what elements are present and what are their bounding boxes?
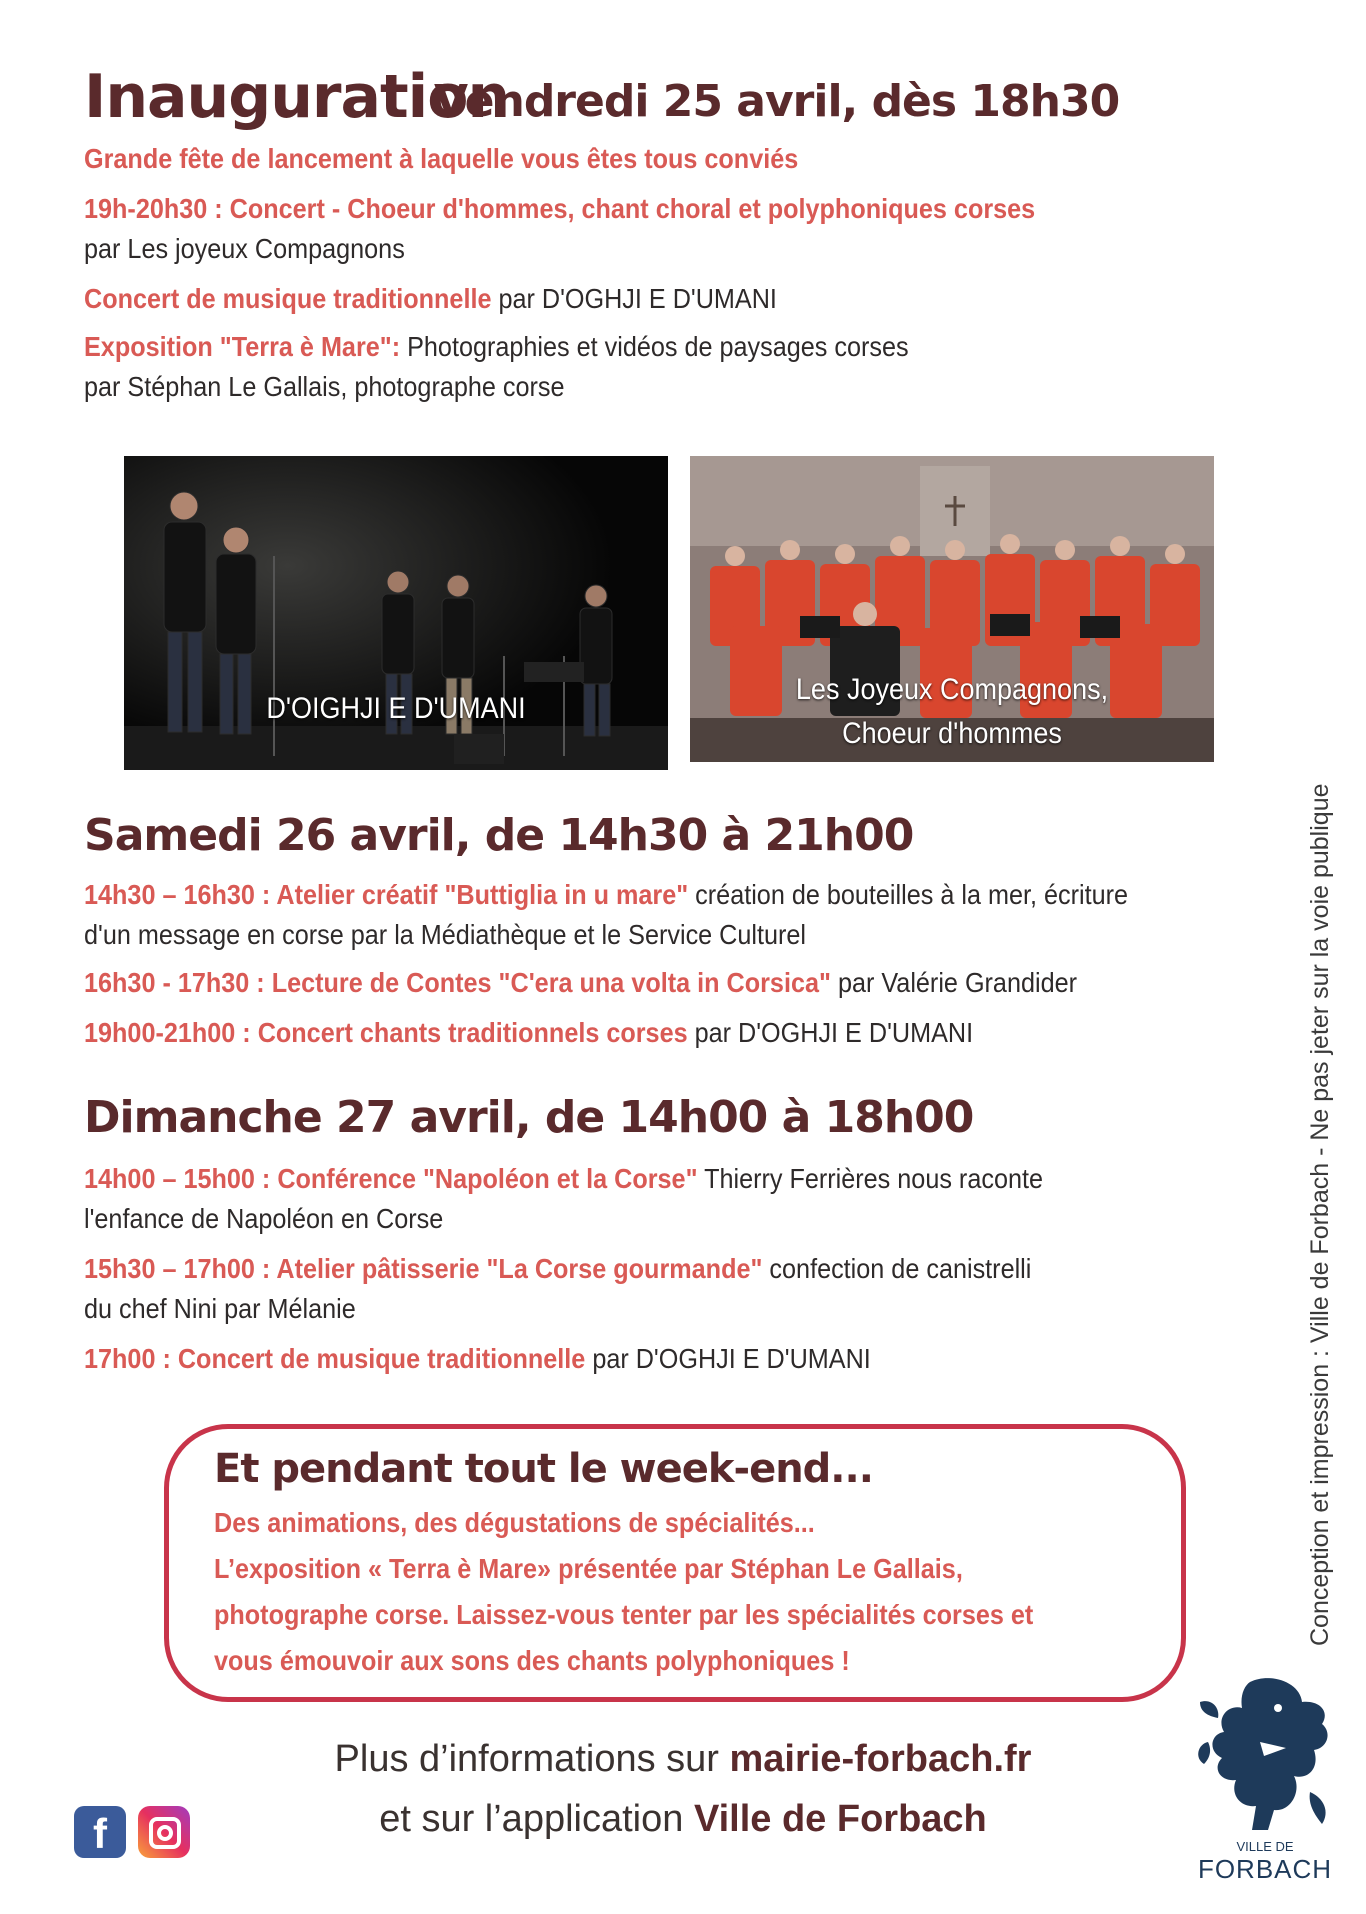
caption-line-1: Les Joyeux Compagnons,: [795, 673, 1109, 706]
weekend-line-3: photographe corse. Laissez-vous tenter par les spécialités corses et: [214, 1599, 1034, 1630]
concert1-by: par Les joyeux Compagnons: [84, 233, 405, 264]
dimanche-event-3: 17h00 : Concert de musique traditionnelle par D'OGHJI E D'UMANI: [84, 1343, 871, 1374]
weekend-heading: Et pendant tout le week-end...: [214, 1446, 873, 1492]
caption-line-2: Choeur d'hommes: [842, 717, 1062, 750]
inauguration-date: Vendredi 25 avril, dès 18h30: [434, 76, 1120, 127]
dimanche-heading: Dimanche 27 avril, de 14h00 à 18h00: [84, 1092, 974, 1143]
expo-by: par Stéphan Le Gallais, photographe corse: [84, 371, 565, 402]
samedi-event-3: 19h00-21h00 : Concert chants traditionnels corses par D'OGHJI E D'UMANI: [84, 1017, 974, 1048]
dimanche-event-1-desc: l'enfance de Napoléon en Corse: [84, 1203, 444, 1234]
expo-line: Exposition "Terra è Mare": Photographies et vidéos de paysages corses: [84, 331, 909, 362]
logo-name: FORBACH: [1197, 1854, 1333, 1884]
site-link[interactable]: mairie-forbach.fr: [729, 1738, 1032, 1780]
photo-doghji-caption: D'OIGHJI E D'UMANI: [266, 692, 526, 725]
app-name[interactable]: Ville de Forbach: [693, 1798, 987, 1840]
concert2-line: Concert de musique traditionnelle par D'OGHJI E D'UMANI: [84, 283, 777, 314]
lion-icon: [1190, 1672, 1340, 1832]
forbach-logo: [1190, 1672, 1340, 1892]
dimanche-event-2: 15h30 – 17h00 : Atelier pâtisserie "La Corse gourmande" confection de canistrelli: [84, 1253, 1032, 1284]
concert1-line: 19h-20h30 : Concert - Choeur d'hommes, chant choral et polyphoniques corses: [84, 193, 1036, 224]
weekend-line-4: vous émouvoir aux sons des chants polyphoniques !: [214, 1645, 850, 1676]
inauguration-invite: Grande fête de lancement à laquelle vous êtes tous conviés: [84, 143, 799, 174]
photo-compagnons-caption: [716, 668, 1188, 756]
photo-compagnons: [690, 456, 1214, 762]
logo-small-text: VILLE DE: [1236, 1839, 1294, 1854]
inauguration-label: Inauguration: [84, 62, 510, 132]
dimanche-event-1: 14h00 – 15h00 : Conférence "Napoléon et la Corse" Thierry Ferrières nous raconte: [84, 1163, 1043, 1194]
info-prefix: Plus d’informations sur: [334, 1738, 730, 1780]
samedi-heading: Samedi 26 avril, de 14h30 à 21h00: [84, 810, 914, 861]
side-credit: Conception et impression : Ville de Forbach - Ne pas jeter sur la voie publique: [1306, 783, 1334, 1646]
app-prefix: et sur l’application: [379, 1798, 694, 1840]
instagram-icon[interactable]: [138, 1806, 190, 1858]
samedi-event-1-desc: d'un message en corse par la Médiathèque et le Service Culturel: [84, 919, 807, 950]
samedi-event-1: 14h30 – 16h30 : Atelier créatif "Buttiglia in u mare" création de bouteilles à la mer, écriture: [84, 879, 1129, 910]
facebook-icon[interactable]: f: [74, 1806, 126, 1858]
samedi-event-2: 16h30 - 17h30 : Lecture de Contes "C'era una volta in Corsica" par Valérie Grandider: [84, 967, 1078, 998]
weekend-text: [214, 1500, 1154, 1684]
info-line: [0, 1738, 1366, 1781]
photo-doghji: [124, 456, 668, 770]
weekend-line-2: L’exposition « Terra è Mare» présentée par Stéphan Le Gallais,: [214, 1553, 963, 1584]
dimanche-event-2-desc: du chef Nini par Mélanie: [84, 1293, 356, 1324]
weekend-line-1: Des animations, des dégustations de spécialités...: [214, 1507, 815, 1538]
app-line: [0, 1798, 1366, 1841]
